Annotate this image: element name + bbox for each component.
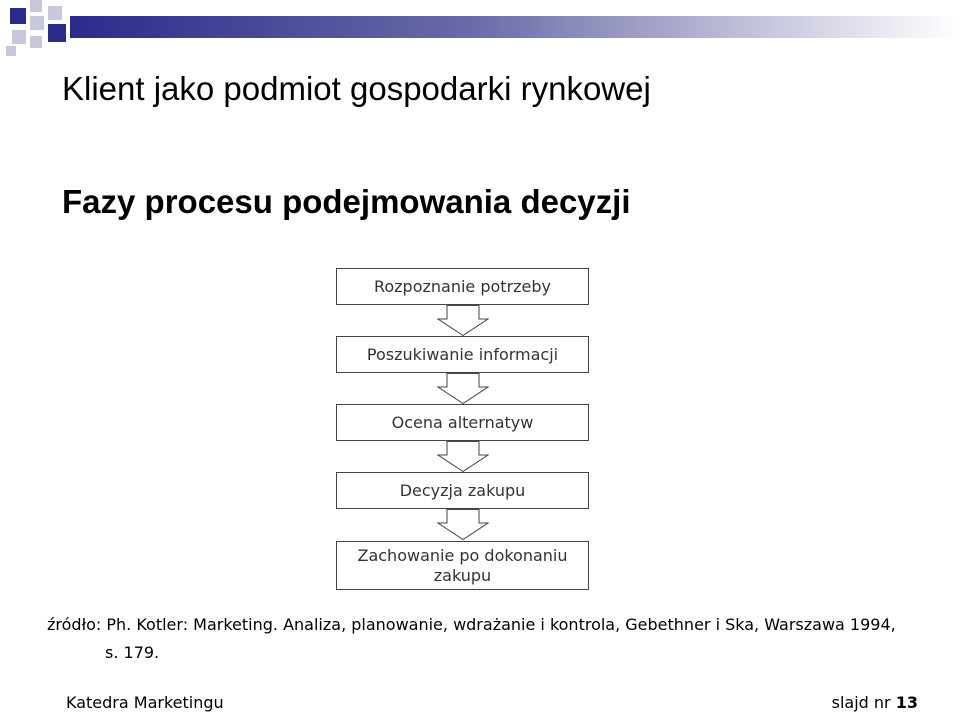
step-label: Zachowanie po dokonaniu zakupu <box>357 545 568 585</box>
slide-subtitle: Fazy procesu podejmowania decyzji <box>62 183 631 220</box>
deco-square <box>12 30 26 44</box>
slide-number-prefix: slajd nr <box>831 693 891 712</box>
slide-title: Klient jako podmiot gospodarki rynkowej <box>62 70 651 107</box>
step-box-evaluation <box>336 404 589 441</box>
deco-square <box>30 36 42 48</box>
footer-department: Katedra Marketingu <box>66 693 224 712</box>
source-line-2: s. 179. <box>105 643 160 662</box>
down-arrow-icon <box>437 305 489 336</box>
down-arrow-icon <box>437 509 489 540</box>
source-line-1: źródło: Ph. Kotler: Marketing. Analiza, planowanie, wdrażanie i kontrola, Gebethner i Ska, Warszawa 1994, <box>47 615 896 634</box>
deco-square <box>10 8 26 24</box>
step-box-post-purchase <box>336 541 589 590</box>
source-citation <box>47 611 937 667</box>
slide-number-value: 13 <box>895 693 918 712</box>
step-label: Poszukiwanie informacji <box>366 344 559 364</box>
step-box-information-search <box>336 336 589 373</box>
step-label: Ocena alternatyw <box>391 412 534 432</box>
down-arrow-icon <box>437 373 489 404</box>
footer-slide-number <box>832 693 918 712</box>
deco-square <box>30 16 44 30</box>
deco-square <box>48 6 62 20</box>
step-box-recognition <box>336 268 589 305</box>
down-arrow-icon <box>437 441 489 472</box>
deco-square <box>48 24 66 42</box>
step-label: Rozpoznanie potrzeby <box>373 276 552 296</box>
step-label: Decyzja zakupu <box>399 480 526 500</box>
step-box-purchase-decision <box>336 472 589 509</box>
header-decoration <box>0 0 960 60</box>
header-gradient-bar <box>70 16 960 38</box>
deco-square <box>6 46 16 56</box>
deco-square <box>30 0 42 12</box>
